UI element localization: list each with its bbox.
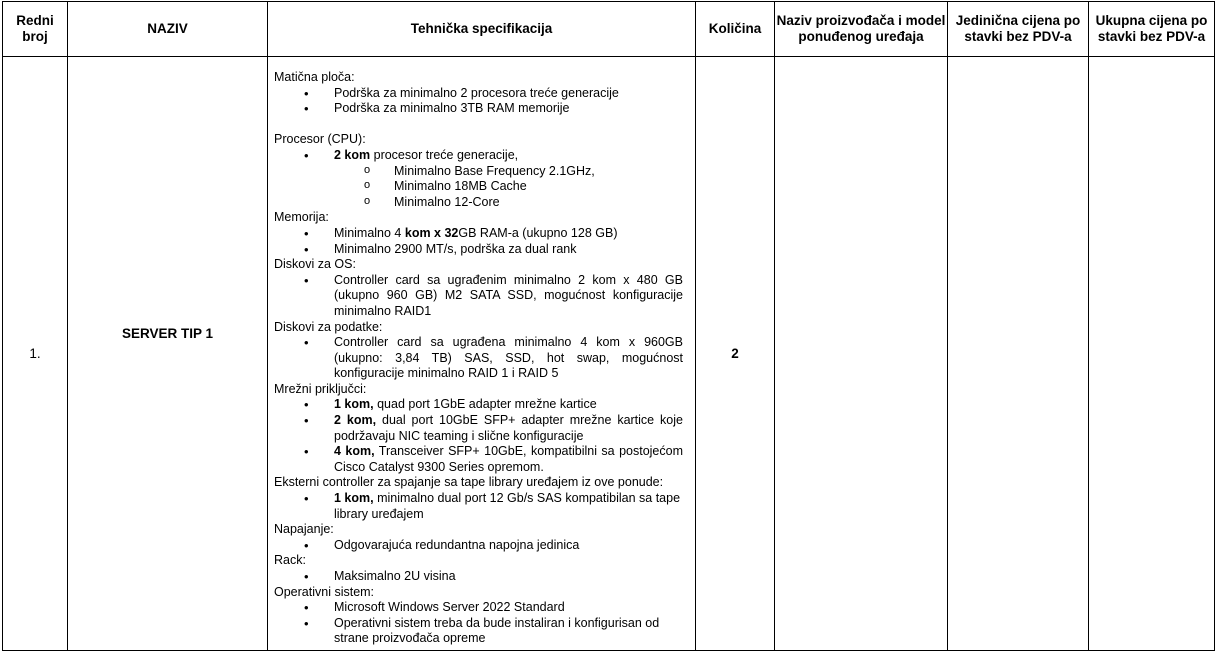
header-naziv: NAZIV (68, 2, 268, 57)
bold-text: 1 kom, (334, 491, 374, 506)
spec-diskovi-os-list (274, 273, 691, 320)
header-tehnicka-specifikacija: Tehnička specifikacija (268, 2, 696, 57)
item-text: procesor treće generacije, (370, 147, 519, 162)
spec-mrezni-title: Mrežni priključci: (274, 381, 367, 396)
cell-redni-broj: 1. (3, 57, 68, 651)
sub-list-item: o Minimalno 18MB Cache (394, 179, 691, 195)
item-text: Minimalno 4 (334, 225, 405, 240)
header-row (3, 2, 1215, 57)
specification-table (2, 1, 1215, 651)
spec-maticna-title: Matična ploča: (274, 70, 355, 84)
spec-memorija-title: Memorija: (274, 210, 329, 225)
cell-naziv: SERVER TIP 1 (68, 57, 268, 651)
cell-tehnicka-specifikacija (268, 57, 696, 651)
spec-procesor-list (274, 148, 691, 210)
cell-jedinicna-cijena[interactable] (948, 57, 1089, 651)
item-text: minimalno dual port 12 Gb/s SAS kompatibilan sa tape library uređajem (334, 491, 681, 521)
header-ukupna-cijena: Ukupna cijena po stavki bez PDV-a (1089, 2, 1215, 57)
item-text: quad port 1GbE adapter mrežne kartice (373, 397, 597, 412)
list-item (334, 226, 691, 242)
list-item (334, 413, 691, 444)
list-item: • Microsoft Windows Server 2022 Standard (334, 600, 691, 616)
list-item: • Podrška za minimalno 2 procesora treće generacije (334, 86, 691, 102)
bold-text: 2 kom, (334, 413, 377, 428)
bold-text: 4 kom, (334, 444, 375, 459)
spec-diskovi-os-title: Diskovi za OS: (274, 257, 356, 272)
spec-eksterni-list (274, 491, 691, 522)
list-item (334, 444, 691, 475)
cell-ukupna-cijena[interactable] (1089, 57, 1215, 651)
list-item (334, 397, 691, 413)
list-item: • Operativni sistem treba da bude instaliran i konfigurisan od strane proizvođača opreme (334, 616, 691, 647)
table-row (3, 57, 1215, 651)
spec-procesor-sublist (334, 164, 691, 211)
cell-kolicina: 2 (696, 57, 775, 651)
cell-naziv-proizvodjaca[interactable] (775, 57, 948, 651)
header-naziv-proizvodjaca: Naziv proizvođača i model ponuđenog uređaja (775, 2, 948, 57)
item-text: dual port 10GbE SFP+ adapter mrežne kartice koje podržavaju NIC teaming i slične konfiguracije (334, 413, 683, 443)
list-item: • Odgovarajuća redundantna napojna jedinica (334, 538, 691, 554)
spec-mrezni-list (274, 397, 691, 475)
spec-rack-list (274, 569, 691, 585)
list-item: • Podrška za minimalno 3TB RAM memorije (334, 101, 691, 117)
bold-text: kom x 32 (404, 225, 459, 240)
list-item: • Maksimalno 2U visina (334, 569, 691, 585)
header-kolicina: Količina (696, 2, 775, 57)
list-item: • Controller card sa ugrađenim minimalno 2 kom x 480 GB (ukupno 960 GB) M2 SATA SSD, mogućnost konfiguracije minimalno RAID1 (334, 273, 691, 320)
bold-text: 1 kom, (334, 397, 374, 412)
bold-text: 2 kom (334, 147, 371, 162)
list-item: • Minimalno 2900 MT/s, podrška za dual rank (334, 242, 691, 258)
spec-rack-title: Rack: (274, 553, 306, 568)
list-item (334, 491, 691, 522)
spec-eksterni-title: Eksterni controller za spajanje sa tape library uređajem iz ove ponude: (274, 475, 664, 490)
header-redni-broj: Redni broj (3, 2, 68, 57)
spec-diskovi-podaci-title: Diskovi za podatke: (274, 319, 383, 334)
spec-os-title: Operativni sistem: (274, 584, 375, 599)
list-item: • Controller card sa ugrađena minimalno 4 kom x 960GB (ukupno: 3,84 TB) SAS, SSD, hot swap, mogućnost konfiguracije minimalno RAID 1 i RAID 5 (334, 335, 691, 382)
header-jedinicna-cijena: Jedinična cijena po stavki bez PDV-a (948, 2, 1089, 57)
spec-procesor-title: Procesor (CPU): (274, 132, 366, 147)
sub-list-item: o Minimalno Base Frequency 2.1GHz, (394, 164, 691, 180)
spec-napajanje-title: Napajanje: (274, 522, 334, 537)
item-text: Transceiver SFP+ 10GbE, kompatibilni sa postojećom Cisco Catalyst 9300 Series opremom. (334, 444, 683, 474)
spec-diskovi-podaci-list (274, 335, 691, 382)
spec-maticna-list (274, 86, 691, 117)
item-text: GB RAM-a (ukupno 128 GB) (458, 225, 618, 240)
list-item (334, 148, 691, 210)
spec-memorija-list (274, 226, 691, 257)
spec-os-list (274, 600, 691, 647)
spec-napajanje-list (274, 538, 691, 554)
sub-list-item: o Minimalno 12-Core (394, 195, 691, 211)
